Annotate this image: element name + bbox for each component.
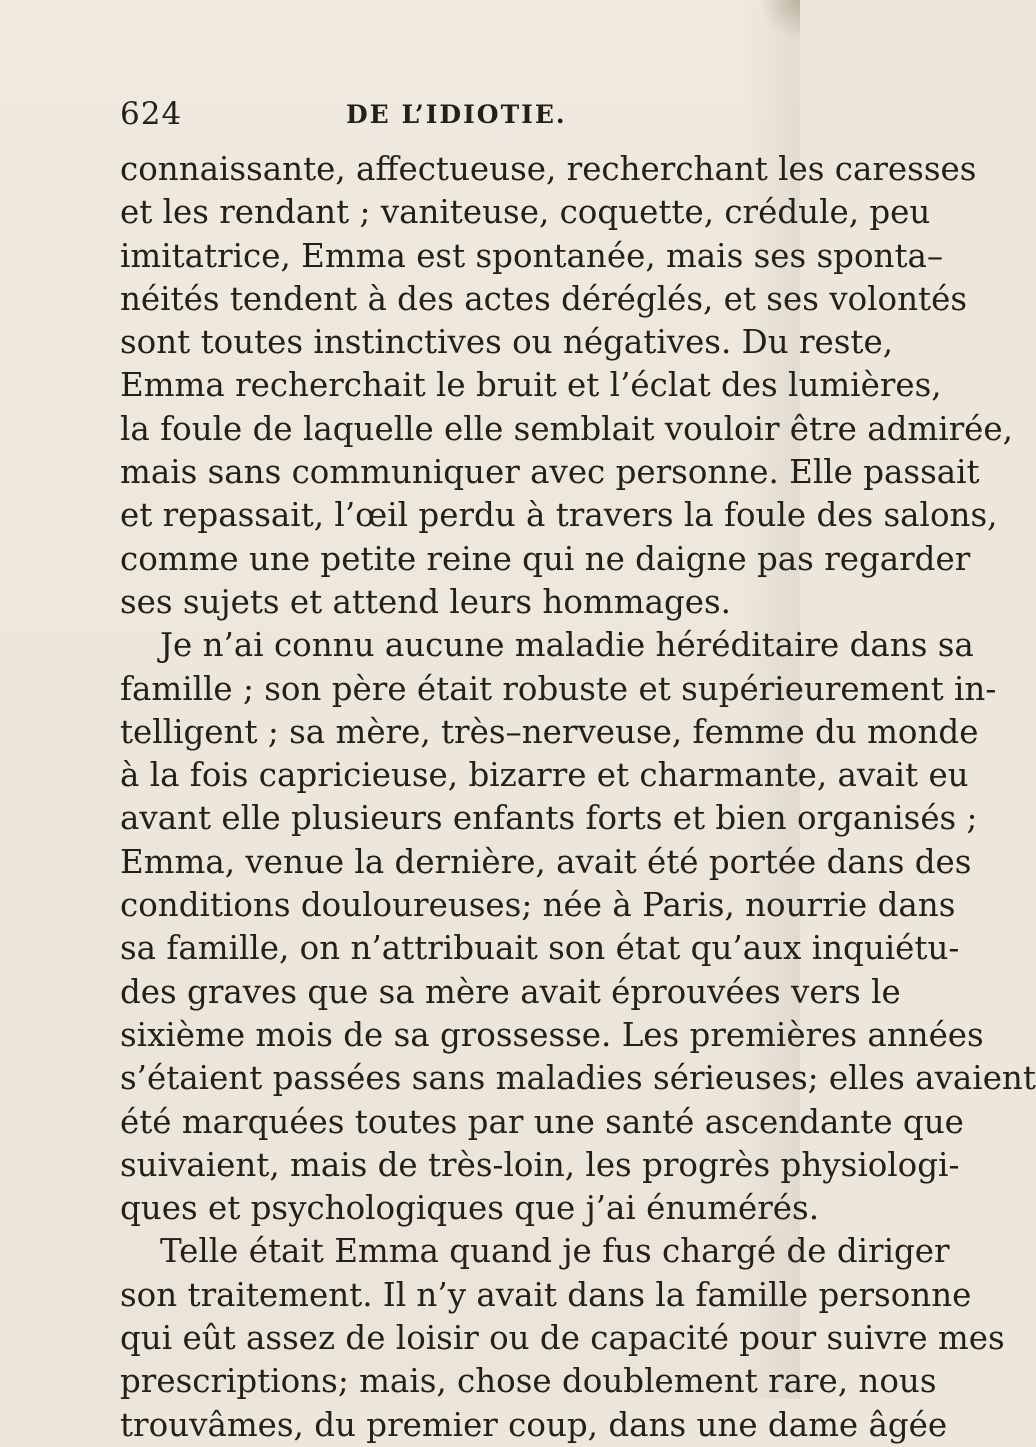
- paragraph-start-line: Je n’ai connu aucune maladie héréditaire dans sa: [160, 626, 974, 665]
- text-line: été marquées toutes par une santé ascendante que: [120, 1102, 964, 1141]
- text-line: son traitement. Il n’y avait dans la famille personne: [120, 1275, 972, 1314]
- text-line: connaissante, affectueuse, recherchant les caresses: [120, 150, 977, 188]
- text-line: famille ; son père était robuste et supérieurement in-: [120, 669, 997, 708]
- text-line: Emma, venue la dernière, avait été portée dans des: [120, 842, 972, 881]
- text-line: Emma recherchait le bruit et l’éclat des lumières,: [120, 366, 942, 405]
- paragraph-end-line: ses sujets et attend leurs hommages.: [120, 582, 731, 621]
- paragraph-end-line: ques et psychologiques que j’ai énumérés.: [120, 1189, 820, 1228]
- text-line: sont toutes instinctives ou négatives. Du reste,: [120, 323, 894, 362]
- text-line: et les rendant ; vaniteuse, coquette, crédule, peu: [120, 193, 931, 232]
- page-corner-stain: [760, 0, 800, 40]
- text-line: avant elle plusieurs enfants forts et bien organisés ;: [120, 799, 978, 838]
- text-line: à la fois capricieuse, bizarre et charmante, avait eu: [120, 756, 969, 795]
- text-line: sixième mois de sa grossesse. Les premières années: [120, 1015, 984, 1054]
- text-line: telligent ; sa mère, très–nerveuse, femme du monde: [120, 712, 979, 751]
- text-line: conditions douloureuses; née à Paris, nourrie dans: [120, 886, 956, 925]
- running-head: DE L’IDIOTIE.: [346, 100, 567, 129]
- text-line: suivaient, mais de très-loin, les progrès physiologi-: [120, 1145, 960, 1184]
- text-line: des graves que sa mère avait éprouvées vers le: [120, 972, 901, 1011]
- paragraph-start-line: Telle était Emma quand je fus chargé de diriger: [160, 1232, 950, 1271]
- text-line: et repassait, l’œil perdu à travers la foule des salons,: [120, 496, 998, 535]
- body-text: [120, 148, 1036, 1447]
- text-line: prescriptions; mais, chose doublement rare, nous: [120, 1362, 937, 1401]
- text-line: la foule de laquelle elle semblait vouloir être admirée,: [120, 409, 1013, 448]
- text-line: s’étaient passées sans maladies sérieuses; elles avaient: [120, 1059, 1036, 1098]
- page-number: 624: [120, 96, 183, 132]
- text-line: sa famille, on n’attribuait son état qu’aux inquiétu-: [120, 929, 960, 968]
- text-line: mais sans communiquer avec personne. Elle passait: [120, 453, 980, 492]
- text-line: comme une petite reine qui ne daigne pas regarder: [120, 539, 971, 578]
- text-line: imitatrice, Emma est spontanée, mais ses sponta–: [120, 236, 944, 275]
- text-line: néités tendent à des actes déréglés, et ses volontés: [120, 279, 967, 318]
- text-line: qui eût assez de loisir ou de capacité pour suivre mes: [120, 1319, 1005, 1358]
- text-line: trouvâmes, du premier coup, dans une dame âgée: [120, 1405, 948, 1444]
- page-header: [120, 96, 780, 140]
